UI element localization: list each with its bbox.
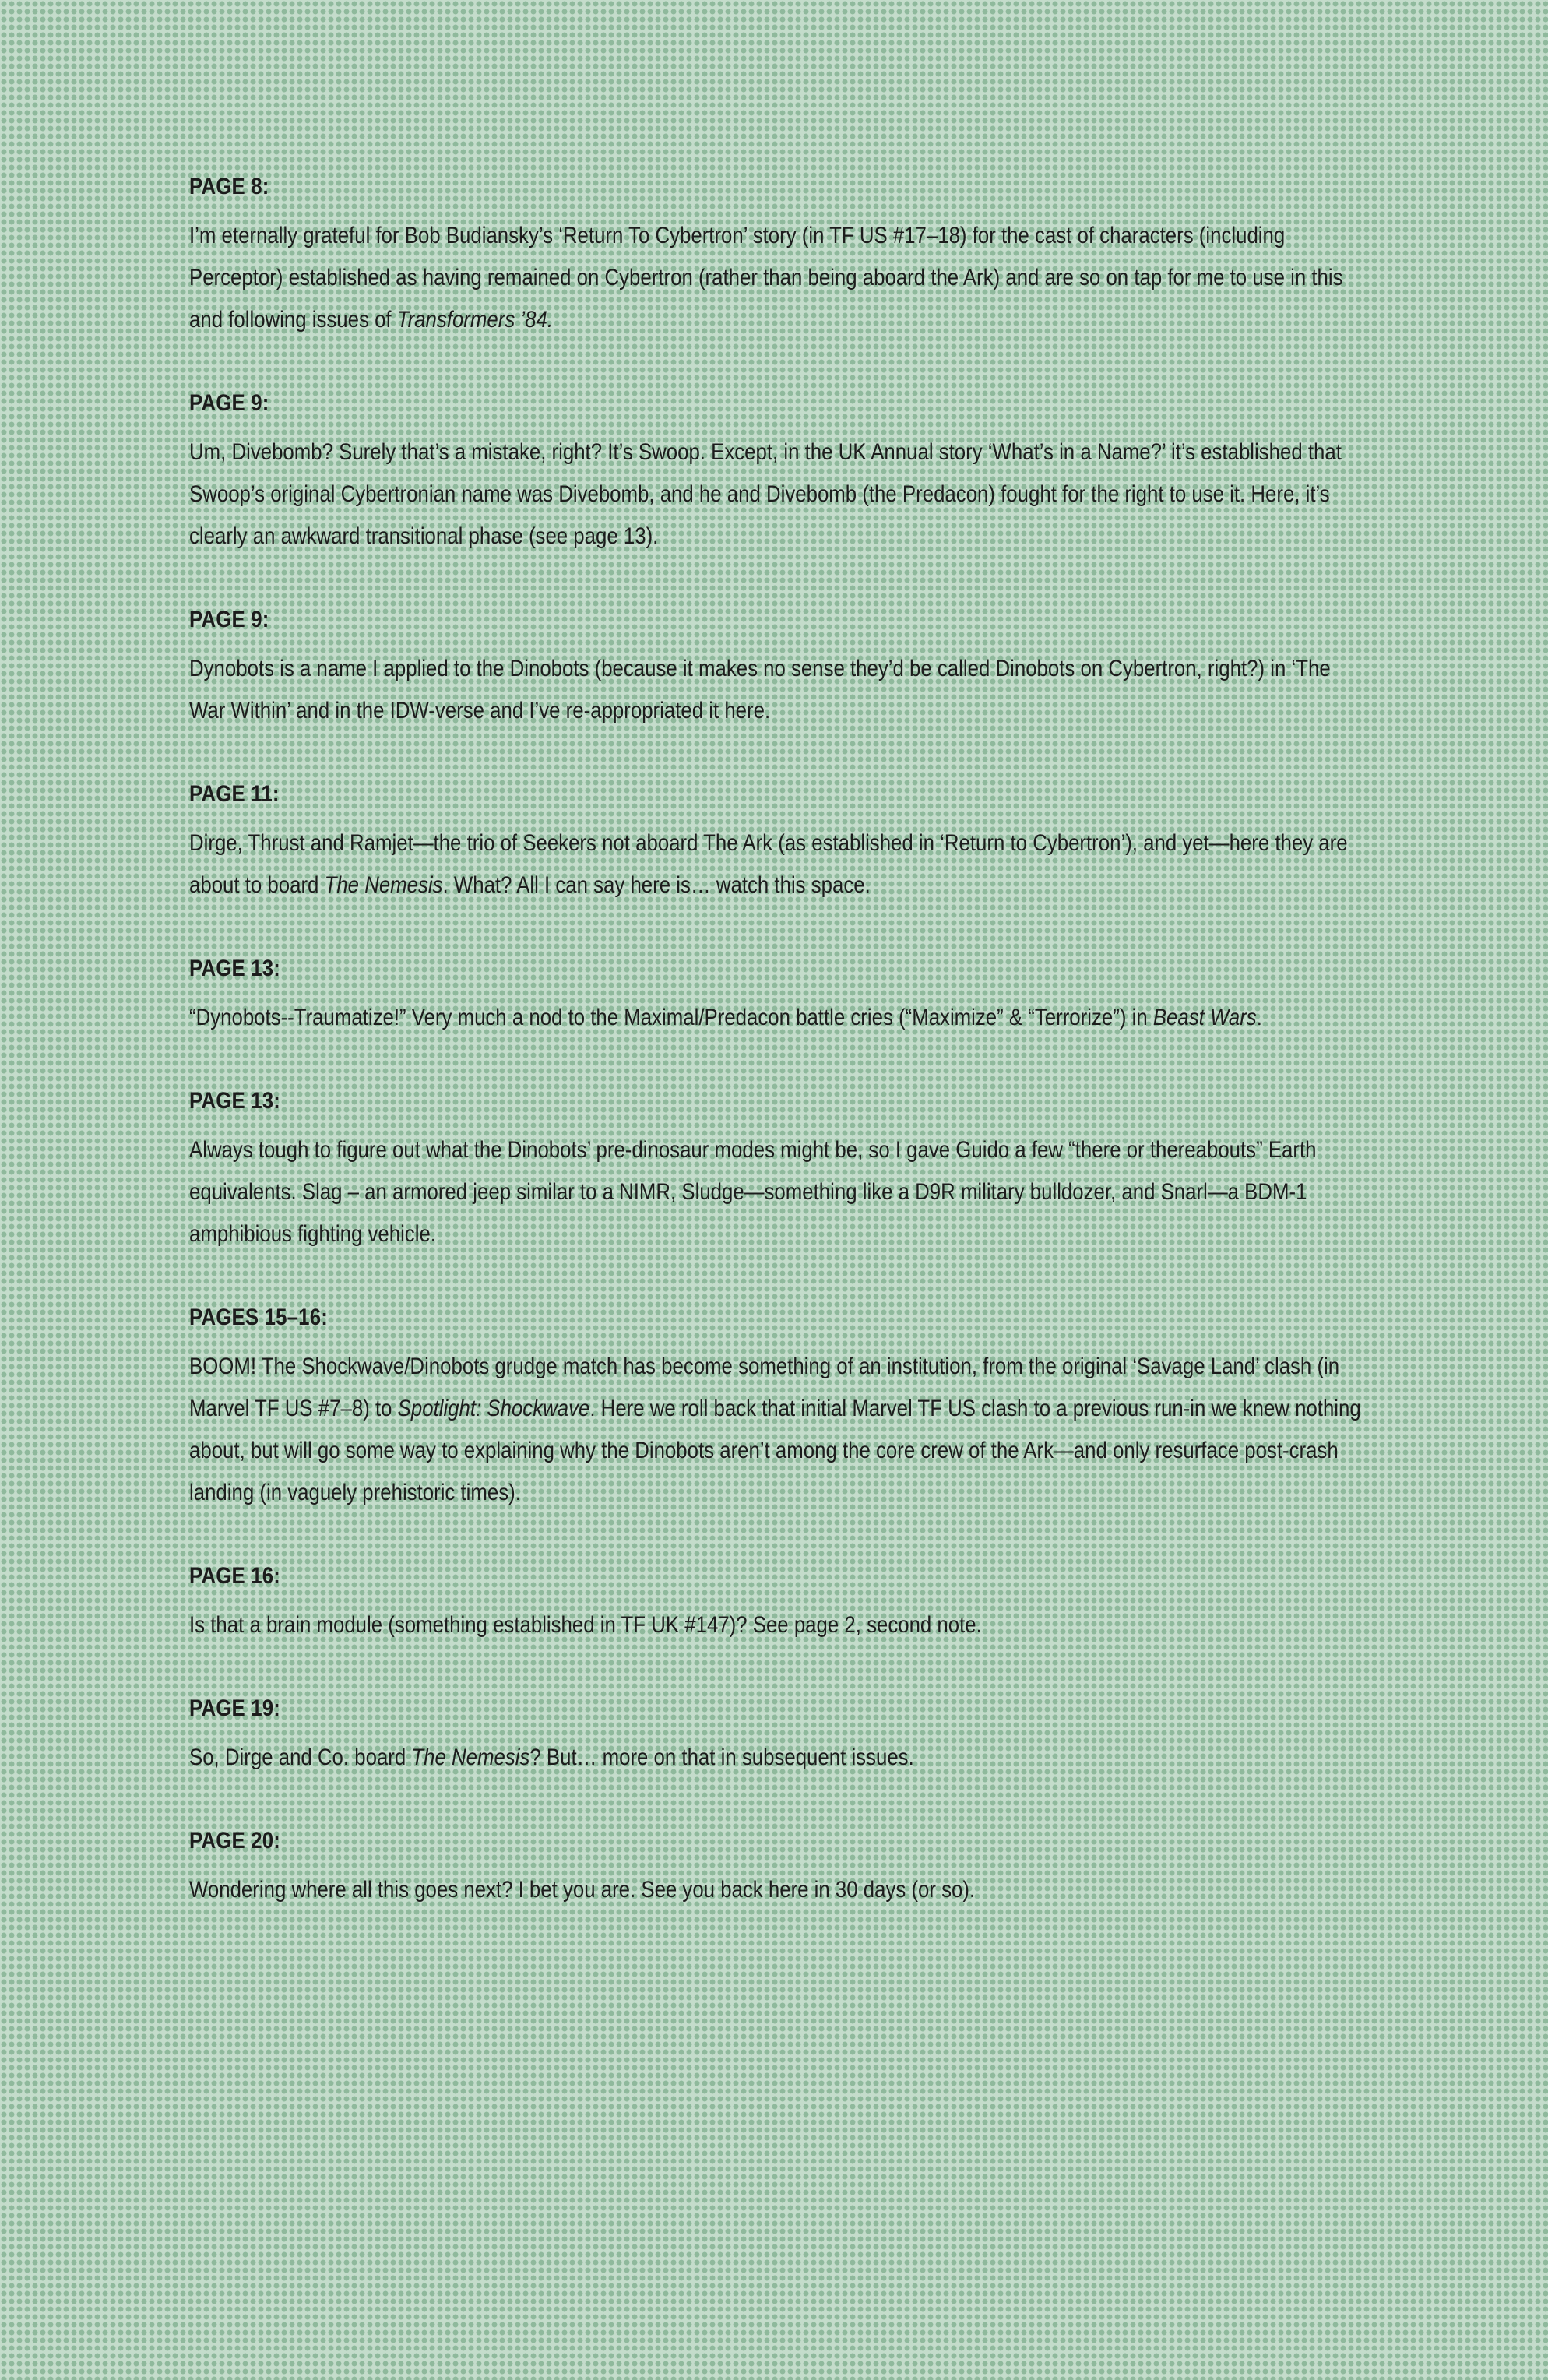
note-body xyxy=(189,1129,1368,1255)
note-text: Always tough to figure out what the Dinobots’ pre-dinosaur modes might be, so I gave Guido a few “there or thereabouts” Earth equivalents. Slag – an armored jeep similar to a NIMR, Sludge—something like a D9R military bulldozer, and Snarl—a BDM-1 amphibious fighting vehicle. xyxy=(189,1137,1317,1247)
note-text: “Dynobots--Traumatize!” Very much a nod to the Maximal/Predacon battle cries (“Maximize” & “Terrorize”) in xyxy=(189,1005,1153,1030)
note-text: Dynobots is a name I applied to the Dinobots (because it makes no sense they’d be called Dinobots on Cybertron, right?) in ‘The War Within’ and in the IDW-verse and I’ve re-appropriated it here. xyxy=(189,656,1331,724)
note-heading: PAGE 9: xyxy=(189,390,269,416)
note-heading: PAGE 16: xyxy=(189,1563,281,1589)
note-section xyxy=(189,1692,1365,1779)
note-heading: PAGE 11: xyxy=(189,781,280,807)
note-heading: PAGES 15–16: xyxy=(189,1304,328,1330)
note-text: Dirge, Thrust and Ramjet—the trio of Seekers not aboard The Ark (as established in ‘Return to Cybertron’), and yet—here they are about to board xyxy=(189,830,1348,898)
note-section xyxy=(189,1559,1365,1646)
note-body xyxy=(189,822,1368,907)
note-text: . xyxy=(1256,1005,1262,1030)
note-section xyxy=(189,1301,1365,1514)
note-body xyxy=(189,431,1368,558)
note-heading: PAGE 13: xyxy=(189,1088,281,1114)
note-body xyxy=(189,1604,1368,1646)
note-text: Um, Divebomb? Surely that’s a mistake, right? It’s Swoop. Except, in the UK Annual story ‘What’s in a Name?’ it’s established that Swoop’s original Cybertronian name was Divebomb, and he and Divebomb (the Predacon) fought for the right to use it. Here, it’s clearly an awkward transitional phase (see page 13). xyxy=(189,439,1342,549)
note-body xyxy=(189,1869,1368,1911)
note-title-reference: The Nemesis xyxy=(324,872,443,898)
note-text: I’m eternally grateful for Bob Budiansky’s ‘Return To Cybertron’ story (in TF US #17–18) for the cast of characters (including Perceptor) established as having remained on Cybertron (rather than being aboard the Ark) and are so on tap for me to use in this and following issues of xyxy=(189,223,1343,333)
note-text: So, Dirge and Co. board xyxy=(189,1745,412,1770)
note-body xyxy=(189,648,1368,732)
note-text: . What? All I can say here is… watch this space. xyxy=(442,872,871,898)
note-heading: PAGE 20: xyxy=(189,1828,281,1854)
note-title-reference: Beast Wars xyxy=(1152,1005,1257,1030)
note-body xyxy=(189,1737,1368,1779)
note-text: Wondering where all this goes next? I bet you are. See you back here in 30 days (or so). xyxy=(189,1877,976,1903)
note-title-reference: Spotlight: Shockwave xyxy=(397,1396,590,1421)
note-heading: PAGE 19: xyxy=(189,1695,281,1721)
note-body xyxy=(189,1346,1368,1514)
note-heading: PAGE 9: xyxy=(189,607,269,632)
note-section xyxy=(189,1084,1365,1255)
note-text: BOOM! The Shockwave/Dinobots grudge match has become something of an institution, from the original ‘Savage Land’ clash (in Marvel TF US #7–8) to xyxy=(189,1354,1340,1421)
notes-list xyxy=(189,170,1365,1956)
note-section xyxy=(189,1824,1365,1911)
note-title-reference: The Nemesis xyxy=(411,1745,530,1770)
note-heading: PAGE 13: xyxy=(189,956,281,981)
note-section xyxy=(189,603,1365,732)
note-body xyxy=(189,997,1368,1039)
note-heading: PAGE 8: xyxy=(189,174,269,199)
note-section xyxy=(189,952,1365,1039)
note-body xyxy=(189,215,1368,341)
note-text: Is that a brain module (something established in TF UK #147)? See page 2, second note. xyxy=(189,1612,982,1638)
note-text: . Here we roll back that initial Marvel TF US clash to a previous run-in we knew nothing about, but will go some way to explaining why the Dinobots aren’t among the core crew of the Ark—and only resurface post-crash landing (in vaguely prehistoric times). xyxy=(189,1396,1361,1505)
note-text: ? But… more on that in subsequent issues. xyxy=(529,1745,914,1770)
note-section xyxy=(189,170,1365,341)
note-section xyxy=(189,777,1365,907)
note-section xyxy=(189,386,1365,558)
note-title-reference: Transformers ’84. xyxy=(396,307,554,333)
